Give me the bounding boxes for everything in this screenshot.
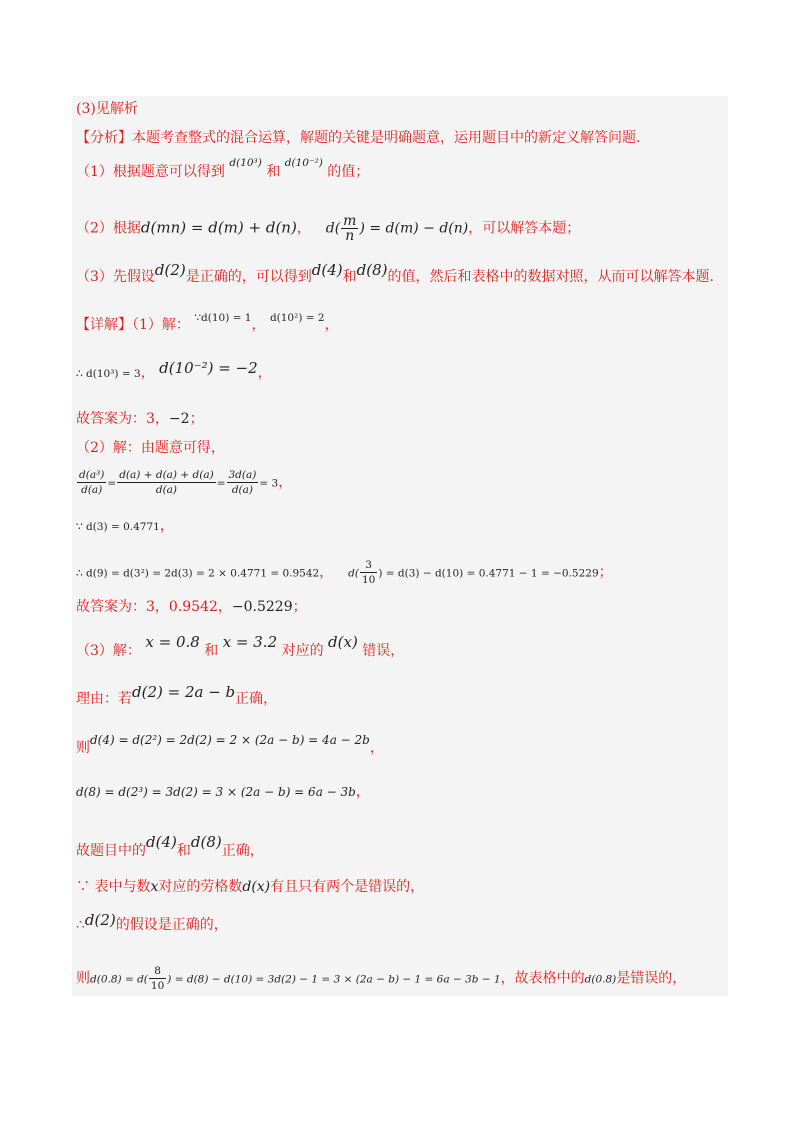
detail-heading: 【详解】: [76, 317, 132, 333]
text: （3）解：: [76, 643, 141, 659]
compute-d08: [76, 964, 686, 993]
answer-part1: [76, 409, 204, 429]
math: ∴ d(10³) = 3: [76, 368, 141, 380]
math: ) = d(8) − d(10) = 3d(2) − 1 = 3 × (2a − b) − 1 = 6a − 3b − 1: [167, 973, 501, 986]
text: (3)见解析: [76, 101, 138, 117]
math: d(4): [311, 261, 343, 279]
math: d(8): [356, 261, 388, 279]
text: ，: [355, 784, 370, 800]
math: d(: [348, 567, 359, 580]
numerator: d(a) + d(a) + d(a): [119, 469, 214, 481]
text: 则: [76, 740, 90, 756]
fraction-8-over-10: [149, 964, 166, 993]
text: ，: [278, 474, 293, 491]
math: d(0.8) = d(: [90, 973, 148, 986]
text: 故答案为：3，0.9542，: [76, 599, 232, 615]
fraction-m-over-n: [341, 214, 358, 243]
text: 的值；: [327, 164, 370, 180]
text: ；: [292, 599, 307, 615]
text: ∴: [76, 917, 85, 933]
denominator: 10: [361, 574, 376, 586]
text: 是错误的，: [616, 970, 687, 987]
fraction: [117, 468, 215, 497]
math: d(mn) = d(m) + d(n): [140, 218, 297, 237]
text: 故题目中的: [76, 843, 146, 859]
math: d(8): [190, 833, 222, 851]
conclusion-d4-d8: [76, 833, 264, 861]
numerator: 3: [360, 558, 377, 573]
text: 理由：若: [76, 691, 132, 707]
math: x = 0.8: [145, 633, 200, 651]
numerator: m: [343, 213, 357, 229]
math: d(10³): [229, 157, 262, 169]
text: ，可以解答本题；: [468, 220, 581, 237]
numerator: 8: [149, 964, 166, 979]
text: 的假设是正确的，: [115, 917, 228, 933]
math: ) = d(m) − d(n): [359, 220, 469, 237]
text: ；: [598, 564, 613, 581]
math: ∵ d(3) = 0.4771: [76, 521, 160, 533]
math: d(10⁻²) = −2: [159, 359, 258, 377]
text: ，故表格中的: [500, 970, 585, 987]
math: d(4) = d(2²) = 2d(2) = 2 × (2a − b) = 4a − 2b: [90, 733, 370, 747]
text: ，: [140, 365, 155, 381]
math: d(2) = 2a − b: [132, 683, 236, 701]
math: d(10⁻²): [284, 157, 323, 169]
text: 和: [266, 164, 281, 180]
math: x: [150, 879, 159, 895]
denominator: d(a): [231, 484, 254, 496]
text: 则: [76, 970, 90, 987]
text: （2）根据: [76, 220, 141, 237]
denominator: n: [345, 228, 355, 244]
math: ∵d(10) = 1: [194, 312, 252, 324]
part3-see-analysis: [76, 99, 138, 119]
text: 错误，: [362, 643, 405, 659]
math: d(0.8): [584, 973, 617, 986]
math: −0.5229: [231, 599, 293, 615]
compute-d9: [76, 558, 613, 587]
part2-fraction-eq: $\frac{\text{d(a³)}}{d(a)}$ = $\frac{d(a) + d(a) + d(a)}{d(a)}$ = $\frac{3d(a)}{d(a)}$ = 3，: [79, 469, 293, 496]
detail-part1: [76, 312, 339, 336]
text: （1）根据题意可以得到: [76, 164, 225, 180]
math: d(2): [84, 911, 116, 929]
part3-intro: [76, 633, 405, 661]
text: ，: [369, 740, 384, 756]
math: d(x): [328, 633, 358, 651]
text: ；: [189, 411, 204, 427]
assumption-correct: [76, 911, 228, 935]
fraction: [227, 468, 259, 497]
analysis-line: [76, 128, 640, 148]
compute-d8: [76, 782, 370, 802]
text: （2）解：由题意可得，: [76, 440, 225, 456]
numerator: 3d(a): [228, 469, 257, 481]
reason-line: [76, 683, 278, 709]
math: x = 3.2: [222, 633, 278, 651]
denominator: 10: [150, 980, 165, 992]
math: −2: [168, 411, 190, 427]
text: 是正确的，可以得到: [185, 269, 312, 285]
analysis-step1: [76, 157, 370, 183]
text: 和: [176, 843, 191, 859]
text: 有且只有两个是错误的，: [270, 879, 425, 895]
math: = 3: [259, 477, 279, 490]
text: 对应的: [281, 643, 324, 659]
text: 正确，: [235, 691, 278, 707]
answer-part2: [76, 597, 307, 617]
math: d(2): [154, 261, 186, 279]
analysis-step3: [76, 261, 714, 287]
text: 本题考查整式的混合运算，解题的关键是明确题意，运用题目中的新定义解答问题.: [132, 130, 641, 146]
math: ) = d(3) − d(10) = 0.4771 − 1 = −0.5229: [378, 567, 599, 580]
text: ，: [257, 365, 272, 381]
fraction: [77, 468, 106, 497]
text: ，: [296, 220, 311, 237]
math: d(4): [146, 833, 177, 851]
text: 对应的劳格数: [158, 879, 243, 895]
math: d(: [325, 220, 341, 237]
analysis-heading: 【分析】: [76, 130, 132, 146]
given-d3: [76, 516, 174, 537]
text: ，: [159, 518, 174, 534]
text: 正确，: [221, 843, 264, 859]
analysis-step2: [76, 214, 580, 243]
numerator: d(a³): [79, 469, 105, 481]
denominator: d(a): [155, 484, 178, 496]
text: （3）先假设: [76, 269, 155, 285]
text: ∵ 表中与数: [76, 879, 151, 895]
result-part1: [76, 359, 272, 384]
text: 和: [204, 643, 219, 659]
text: 和: [342, 269, 357, 285]
text: ，: [251, 317, 266, 333]
math: d(x): [242, 879, 271, 895]
text: 的值，然后和表格中的数据对照，从而可以解答本题.: [387, 269, 714, 285]
math: d(10²) = 2: [269, 312, 325, 324]
math: ∴ d(9) = d(3²) = 2d(3) = 2 × 0.4771 = 0.9542: [76, 567, 320, 580]
table-condition: [76, 877, 424, 897]
math: d(8) = d(2³) = 3d(2) = 3 × (2a − b) = 6a − 3b: [76, 785, 356, 799]
text: ，: [319, 564, 334, 581]
fraction-3-over-10: [360, 558, 377, 587]
text: （1）解：: [132, 317, 190, 333]
part2-intro: [76, 438, 225, 458]
denominator: d(a): [81, 484, 103, 496]
compute-d4: [76, 733, 384, 758]
text: 故答案为：3，: [76, 411, 169, 427]
text: ，: [324, 317, 339, 333]
